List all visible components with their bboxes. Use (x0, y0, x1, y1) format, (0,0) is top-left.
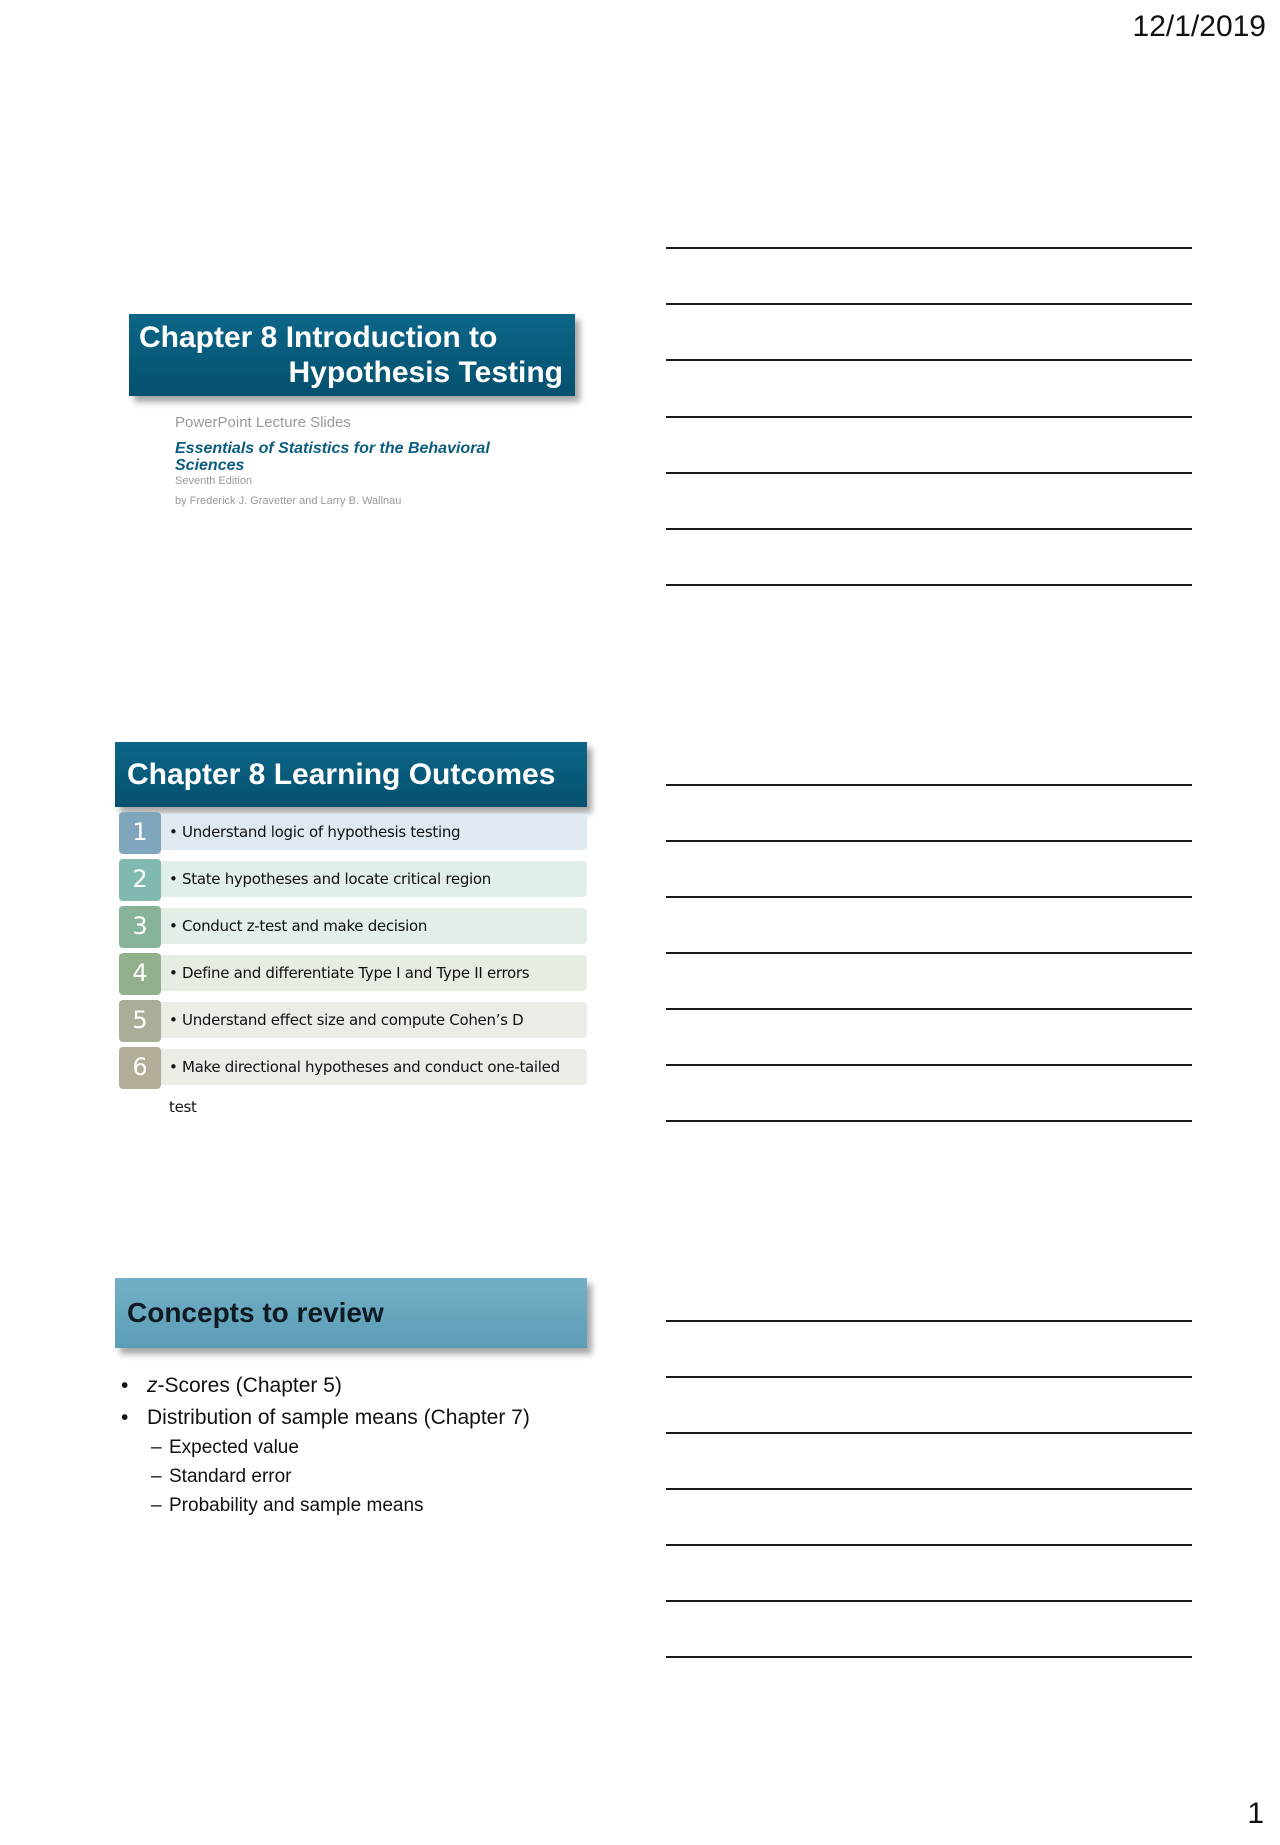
note-line (666, 952, 1192, 954)
page-number: 1 (1247, 1797, 1264, 1830)
note-line (666, 247, 1192, 249)
note-line (666, 840, 1192, 842)
note-line (666, 416, 1192, 418)
outcome-text: • Conduct z-test and make decision (169, 917, 428, 935)
outcome-row (119, 1047, 587, 1116)
outcome-text: • Make directional hypotheses and conduct one-tailed test (169, 1058, 560, 1116)
outcome-row (119, 812, 587, 852)
edition-label: Seventh Edition (175, 475, 253, 487)
outcome-text: • Define and differentiate Type I and Type II errors (169, 964, 530, 982)
authors-label: by Frederick J. Gravetter and Larry B. Wallnau (175, 495, 402, 507)
slide-learning-outcomes (115, 742, 593, 1116)
note-line (666, 1064, 1192, 1066)
note-line (666, 1376, 1192, 1378)
review-item-bullet: • (121, 1406, 129, 1429)
note-line (666, 528, 1192, 530)
review-subitem-text: Probability and sample means (169, 1495, 424, 1516)
note-line (666, 1008, 1192, 1010)
review-subitem-dash: – (151, 1466, 162, 1487)
outcome-number: 2 (119, 859, 161, 901)
review-item-bullet: • (121, 1374, 129, 1397)
note-line (666, 359, 1192, 361)
outcome-text: • Understand effect size and compute Cohen’s D (169, 1011, 524, 1029)
outcome-number: 6 (119, 1047, 161, 1089)
review-item-italic: z (147, 1374, 158, 1397)
outcome-text: • State hypotheses and locate critical region (169, 870, 492, 888)
outcome-number: 4 (119, 953, 161, 995)
note-line (666, 896, 1192, 898)
slide-concepts-review (115, 1278, 593, 1538)
outcome-row (119, 906, 587, 946)
print-date: 12/1/2019 (1132, 10, 1266, 43)
note-line (666, 1120, 1192, 1122)
lecture-label: PowerPoint Lecture Slides (175, 414, 351, 431)
outcome-number: 3 (119, 906, 161, 948)
review-item-rest: -Scores (Chapter 5) (157, 1374, 342, 1397)
outcome-row (119, 1000, 587, 1040)
note-line (666, 1488, 1192, 1490)
note-line (666, 1432, 1192, 1434)
outcome-text: • Understand logic of hypothesis testing (169, 823, 461, 841)
note-line (666, 472, 1192, 474)
slide-title-line1: Chapter 8 Introduction to (139, 321, 498, 354)
note-line (666, 303, 1192, 305)
review-item-text (147, 1374, 342, 1398)
review-subitem-text: Standard error (169, 1466, 292, 1487)
review-subitem-dash: – (151, 1437, 162, 1458)
slide-title (115, 314, 593, 524)
learning-outcomes-title: Chapter 8 Learning Outcomes (115, 742, 587, 807)
note-line (666, 1656, 1192, 1658)
book-title: Essentials of Statistics for the Behavioral Sciences (175, 440, 490, 474)
note-line (666, 1320, 1192, 1322)
slide-title-line2: Hypothesis Testing (288, 356, 563, 389)
review-subitem-dash: – (151, 1495, 162, 1516)
note-line (666, 584, 1192, 586)
note-line (666, 1600, 1192, 1602)
note-line (666, 784, 1192, 786)
slide-title-banner (129, 314, 575, 396)
note-line (666, 1544, 1192, 1546)
outcome-row (119, 859, 587, 899)
outcome-row (119, 953, 587, 993)
review-item-text: Distribution of sample means (Chapter 7) (147, 1406, 530, 1429)
review-subitem-text: Expected value (169, 1437, 299, 1458)
outcome-number: 1 (119, 812, 161, 854)
outcome-number: 5 (119, 1000, 161, 1042)
concepts-review-title: Concepts to review (115, 1278, 587, 1348)
